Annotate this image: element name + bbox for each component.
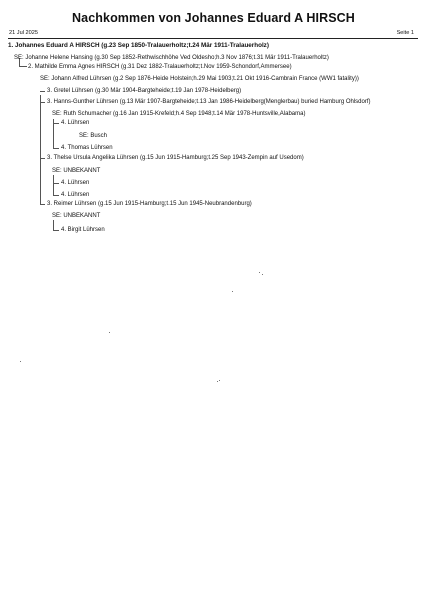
tree-entry-gen4: 4. Lührsen: [61, 192, 90, 198]
tree-connector: [53, 183, 59, 184]
scan-speck: [259, 272, 260, 273]
tree-connector: [40, 158, 45, 159]
scan-speck: [219, 380, 220, 381]
tree-connector: [53, 220, 54, 230]
page-number: Seite 1: [396, 30, 414, 36]
header-rule: [8, 38, 418, 39]
scan-speck: [232, 291, 233, 292]
scan-speck: [20, 361, 21, 362]
tree-connector: [53, 175, 54, 195]
tree-entry-gen3: 3. Hanns-Gunther Lührsen (g.13 Mär 1907-Bargteheide;t.13 Jan 1986-Heidelberg(Menglerbau) buried Hamburg Ohlsdorf): [47, 99, 371, 105]
scan-speck: [217, 381, 218, 382]
tree-entry-spouse: SE: UNBEKANNT: [52, 168, 101, 174]
tree-entry-spouse: SE: Johann Alfred Lührsen (g.2 Sep 1876-Heide Holstein;h.29 Mai 1903;t.21 Okt 1916-Cambrain France (WW1 fatality)): [40, 76, 359, 82]
tree-entry-spouse: SE: Busch: [79, 133, 108, 139]
tree-entry-spouse: SE: Ruth Schumacher (g.16 Jan 1915-Krefeld;h.4 Sep 1948;t.14 Mär 1978-Huntsville,Alabama): [52, 111, 306, 117]
tree-entry-gen4: 4. Thomas Lührsen: [61, 145, 113, 151]
tree-connector: [19, 66, 27, 67]
tree-connector: [53, 123, 59, 124]
tree-connector: [40, 102, 45, 103]
tree-connector: [53, 148, 59, 149]
tree-entry-gen1: 1. Johannes Eduard A HIRSCH (g.23 Sep 1850-Tralauerholtz;t.24 Mär 1911-Tralauerholz): [8, 42, 269, 49]
scan-speck: [262, 274, 263, 275]
tree-entry-gen2: 2. Mathilde Emma Agnes HIRSCH (g.31 Dez 1882-Tralauerholtz;t.Nov 1959-Schondorf,Ammersee): [28, 64, 292, 70]
tree-entry-spouse: SE: Johanne Helene Hansing (g.30 Sep 1852-Rethwischhöhe Ved Oldesho;h.3 Nov 1876;t.31 Mär 1911-Tralauerholtz): [14, 55, 329, 61]
scan-speck: [109, 332, 110, 333]
tree-entry-gen3: 3. Gretel Lührsen (g.30 Mär 1904-Bargteheide;t.19 Jan 1978-Heidelberg): [47, 88, 242, 94]
tree-entry-gen4: 4. Lührsen: [61, 120, 90, 126]
tree-entry-gen4: 4. Birgit Lührsen: [61, 227, 105, 233]
tree-connector: [40, 95, 41, 204]
report-title: Nachkommen von Johannes Eduard A HIRSCH: [72, 11, 355, 25]
tree-entry-gen3: 3. Thelse Ursula Angelika Lührsen (g.15 Jun 1915-Hamburg;t.25 Sep 1943-Zempin auf Usedom): [47, 155, 304, 161]
tree-connector: [40, 204, 45, 205]
tree-connector: [40, 91, 45, 92]
tree-entry-gen3: 3. Reimer Lührsen (g.15 Jun 1915-Hamburg;t.15 Jun 1945-Neubrandenburg): [47, 201, 252, 207]
tree-entry-gen4: 4. Lührsen: [61, 180, 90, 186]
tree-connector: [53, 230, 59, 231]
report-date: 21 Jul 2025: [9, 30, 38, 36]
tree-connector: [53, 195, 59, 196]
tree-entry-spouse: SE: UNBEKANNT: [52, 213, 101, 219]
